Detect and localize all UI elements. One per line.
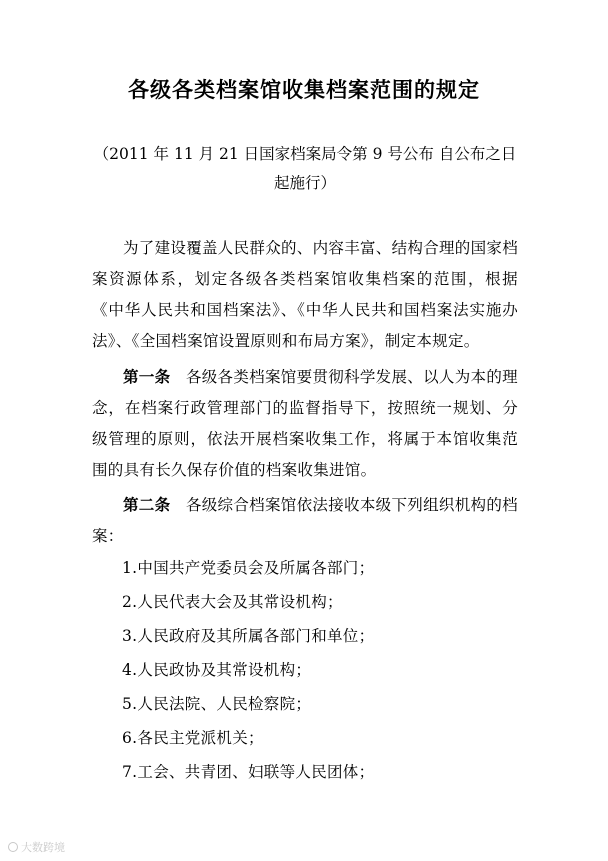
preamble-paragraph xyxy=(92,233,518,357)
article-label: 第二条 xyxy=(123,496,171,514)
list-item: 5.人民法院、人民检察院； xyxy=(122,695,312,713)
watermark-text: 大数跨境 xyxy=(21,841,65,854)
article-2-paragraph xyxy=(92,490,518,552)
watermark xyxy=(8,839,65,855)
list-item: 1.中国共产党委员会及所属各部门； xyxy=(122,559,375,577)
list-item: 4.人民政协及其常设机构； xyxy=(122,661,312,679)
document-subtitle: （2011 年 11 月 21 日国家档案局令第 9 号公布 自公布之日起施行） xyxy=(93,145,517,192)
list-item: 2.人民代表大会及其常设机构； xyxy=(122,593,343,611)
paragraph-text: 为了建设覆盖人民群众的、内容丰富、结构合理的国家档案资源体系，划定各级各类档案馆收集档案的范围，根据《中华人民共和国档案法》、《中华人民共和国档案法实施办法》、《全国档案馆设置原则和布局方案》，制定本规定。 xyxy=(92,239,519,350)
list-item: 3.人民政府及其所属各部门和单位； xyxy=(122,627,375,645)
article-label: 第一条 xyxy=(123,368,171,386)
paragraph-text: 各级综合档案馆依法接收本级下列组织机构的档案： xyxy=(92,496,518,545)
brand-logo-icon xyxy=(8,842,18,852)
list-item: 7.工会、共青团、妇联等人民团体； xyxy=(122,763,375,781)
article-1-paragraph xyxy=(92,362,518,486)
list-item: 6.各民主党派机关； xyxy=(122,729,264,747)
paragraph-text: 各级各类档案馆要贯彻科学发展、以人为本的理念，在档案行政管理部门的监督指导下，按照统一规划、分级管理的原则，依法开展档案收集工作，将属于本馆收集范围的具有长久保存价值的档案收集进馆。 xyxy=(92,368,518,479)
document-title: 各级各类档案馆收集档案范围的规定 xyxy=(128,78,480,102)
